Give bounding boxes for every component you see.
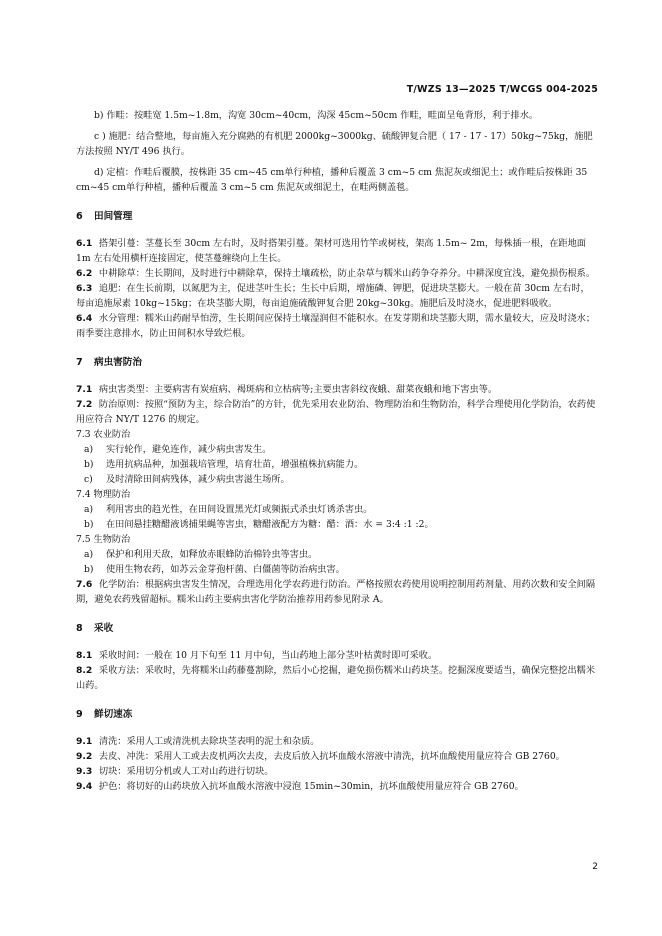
list-item: b) 选用抗病品种，加强栽培管理，培育壮苗，增强植株抗病能力。	[84, 459, 364, 470]
clause-9-3: 9.3 切块：采用切分机或人工对山药进行切块。	[76, 766, 274, 777]
clause-9-1: 9.1 清洗：采用人工或清洗机去除块茎表明的泥土和杂质。	[76, 736, 320, 747]
list-item: c) 及时清除田间病残体，减少病虫害滋生场所。	[84, 474, 290, 485]
clause-9-4: 9.4 护色：将切好的山药块放入抗坏血酸水溶液中浸泡 15min~30min，抗坏血酸使用量应符合 GB 2760。	[76, 781, 524, 792]
list-item: b) 使用生物农药，如苏云金芽孢杆菌、白僵菌等防治病虫害。	[84, 564, 345, 575]
clause-6-3: 6.3 追肥：在生长前期，以氮肥为主，促进茎叶生长；生长中后期，增施磷、钾肥，促进块茎膨大。一般在苗 30cm 左右时，每亩追施尿素 10kg~15kg；在块茎膨大期，每亩追施硫酸钾复合肥 20kg~30kg。施肥后及时浇水，促进肥料吸收。	[76, 283, 590, 309]
clause-6-1: 6.1 搭架引蔓：茎蔓长至 30cm 左右时，及时搭架引蔓。架材可选用竹竿或树枝，架高 1.5m~ 2m，每株插一根，在距地面 1m 左右处用横杆连接固定，使茎蔓缠绕向上生长。	[76, 238, 586, 264]
clause-7-5-heading: 7.5 生物防治	[76, 534, 131, 545]
list-item: a) 保护和利用天敌，如释放赤眼蜂防治棉铃虫等害虫。	[84, 549, 318, 560]
intro-item-c: c ) 施肥：结合整地，每亩施入充分腐熟的有机肥 2000kg~3000kg、硫酸钾复合肥（ 17 - 17 - 17）50kg~75kg，施肥方法按照 NY/T 496 执行。	[76, 131, 593, 157]
clause-6-2: 6.2 中耕除草：生长期间，及时进行中耕除草，保持土壤疏松，防止杂草与糯米山药争夺养分。中耕深度宜浅，避免损伤根系。	[76, 268, 596, 279]
document-header: T/WZS 13—2025 T/WCGS 004-2025	[406, 84, 598, 95]
section-6-heading: 6 田间管理	[76, 211, 133, 222]
clause-9-2: 9.2 去皮、冲洗：采用人工或去皮机两次去皮，去皮后放入抗坏血酸水溶液中清洗，抗坏血酸使用量应符合 GB 2760。	[76, 751, 565, 762]
clause-7-4-heading: 7.4 物理防治	[76, 489, 131, 500]
section-7-heading: 7 病虫害防治	[76, 357, 142, 368]
clause-7-3-heading: 7.3 农业防治	[76, 429, 131, 440]
clause-7-6: 7.6 化学防治：根据病虫害发生情况，合理选用化学农药进行防治。严格按照农药使用说明控制用药剂量、用药次数和安全间隔期，避免农药残留超标。糯米山药主要病虫害化学防治推荐用药参见附录 A。	[76, 579, 596, 605]
page-number: 2	[592, 862, 598, 872]
list-item: b) 在田间悬挂糖醋液诱捕果蝇等害虫，糖醋液配方为糖：醋：酒：水 = 3:4 :1 :2。	[84, 519, 434, 530]
intro-item-b: b) 作畦：按畦宽 1.5m~1.8m，沟宽 30cm~40cm，沟深 45cm~50cm 作畦，畦面呈龟背形，利于排水。	[94, 110, 539, 121]
intro-item-d: d) 定植：作畦后覆膜，按株距 35 cm~45 cm单行种植，播种后覆盖 3 cm~5 cm 焦泥灰或细泥土；或作畦后按株距 35 cm~45 cm单行种植，播种后覆盖 3 cm~5 cm 焦泥灰或细泥土，在畦两侧盖毯。	[76, 167, 588, 193]
section-8-heading: 8 采收	[76, 623, 114, 634]
clause-8-1: 8.1 采收时间：一般在 10 月下旬至 11 月中旬，当山药地上部分茎叶枯黄时即可采收。	[76, 650, 438, 661]
clause-7-1: 7.1 病虫害类型：主要病害有炭疽病、褐斑病和立枯病等;主要虫害斜纹夜蛾、甜菜夜蛾和地下害虫等。	[76, 384, 498, 395]
clause-8-2: 8.2 采收方法：采收时，先将糯米山药藤蔓割除，然后小心挖掘，避免损伤糯米山药块茎。挖掘深度要适当，确保完整挖出糯米山药。	[76, 665, 596, 691]
list-item: a) 实行轮作，避免连作，减少病虫害发生。	[84, 444, 272, 455]
section-9-heading: 9 鲜切速冻	[76, 709, 133, 720]
list-item: a) 利用害虫的趋光性，在田间设置黑光灯或频振式杀虫灯诱杀害虫。	[84, 504, 373, 515]
clause-7-2: 7.2 防治原则：按照“预防为主，综合防治”的方针，优先采用农业防治、物理防治和生物防治，科学合理使用化学防治，农药使用应符合 NY/T 1276 的规定。	[76, 399, 596, 425]
clause-6-4: 6.4 水分管理：糯米山药耐旱怕涝，生长期间应保持土壤湿润但不能积水。在发芽期和块茎膨大期，需水量较大，应及时浇水；雨季要注意排水，防止田间积水导致烂根。	[76, 313, 596, 339]
document-body	[76, 108, 596, 794]
